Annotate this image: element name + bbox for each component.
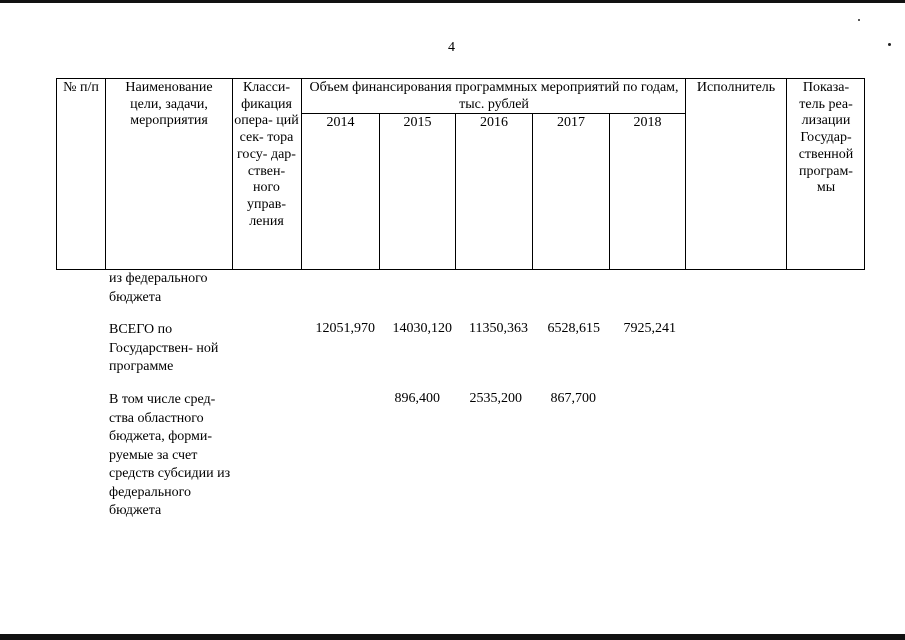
header-classification: Класси- фикация опера- ций сек- тора госу- дар- ствен- ного управ- ления [234, 80, 299, 229]
header-year: 2016 [480, 115, 508, 130]
header-indicator: Показа- тель реа- лизации Государ- ственной програм- мы [798, 80, 854, 196]
row-value: 12051,970 [315, 321, 375, 336]
col-divider [532, 113, 533, 270]
header-year: 2015 [403, 115, 432, 130]
header-funding-group: Объем финансирования программных мероприятий по годам, тыс. рублей [309, 80, 679, 112]
row-name: из федерального бюджета [109, 271, 208, 305]
page-number: 4 [448, 40, 455, 55]
header-number: № п/п [63, 80, 99, 95]
header-year: 2014 [326, 115, 355, 130]
table-top-line [56, 78, 864, 79]
col-divider [455, 113, 456, 270]
row-name: ВСЕГО по Государствен- ной программе [109, 322, 219, 374]
row-value: 7925,241 [623, 321, 676, 336]
header-year: 2018 [633, 115, 662, 130]
top-border [0, 0, 905, 3]
row-name: В том числе сред- ства областного бюджета, форми- руемые за счет средств субсидии из федерального бюджета [109, 392, 231, 518]
col-divider [379, 113, 380, 270]
row-value: 14030,120 [392, 321, 452, 336]
row-value: 11350,363 [469, 321, 528, 336]
row-value: 867,700 [550, 391, 596, 406]
header-executor: Исполнитель [696, 80, 776, 95]
header-name: Наименование цели, задачи, мероприятия [125, 80, 213, 129]
bottom-border [0, 634, 905, 640]
col-divider [609, 113, 610, 270]
col-divider [105, 78, 106, 270]
col-divider [786, 78, 787, 270]
scan-speck [858, 19, 860, 21]
col-divider [301, 78, 302, 270]
row-value: 2535,200 [469, 391, 522, 406]
scan-speck [888, 43, 891, 46]
row-value: 896,400 [394, 391, 440, 406]
table-left-line [56, 78, 57, 270]
col-divider [685, 78, 686, 270]
row-value: 6528,615 [547, 321, 600, 336]
table-right-line [864, 78, 865, 270]
header-year: 2017 [557, 115, 585, 130]
